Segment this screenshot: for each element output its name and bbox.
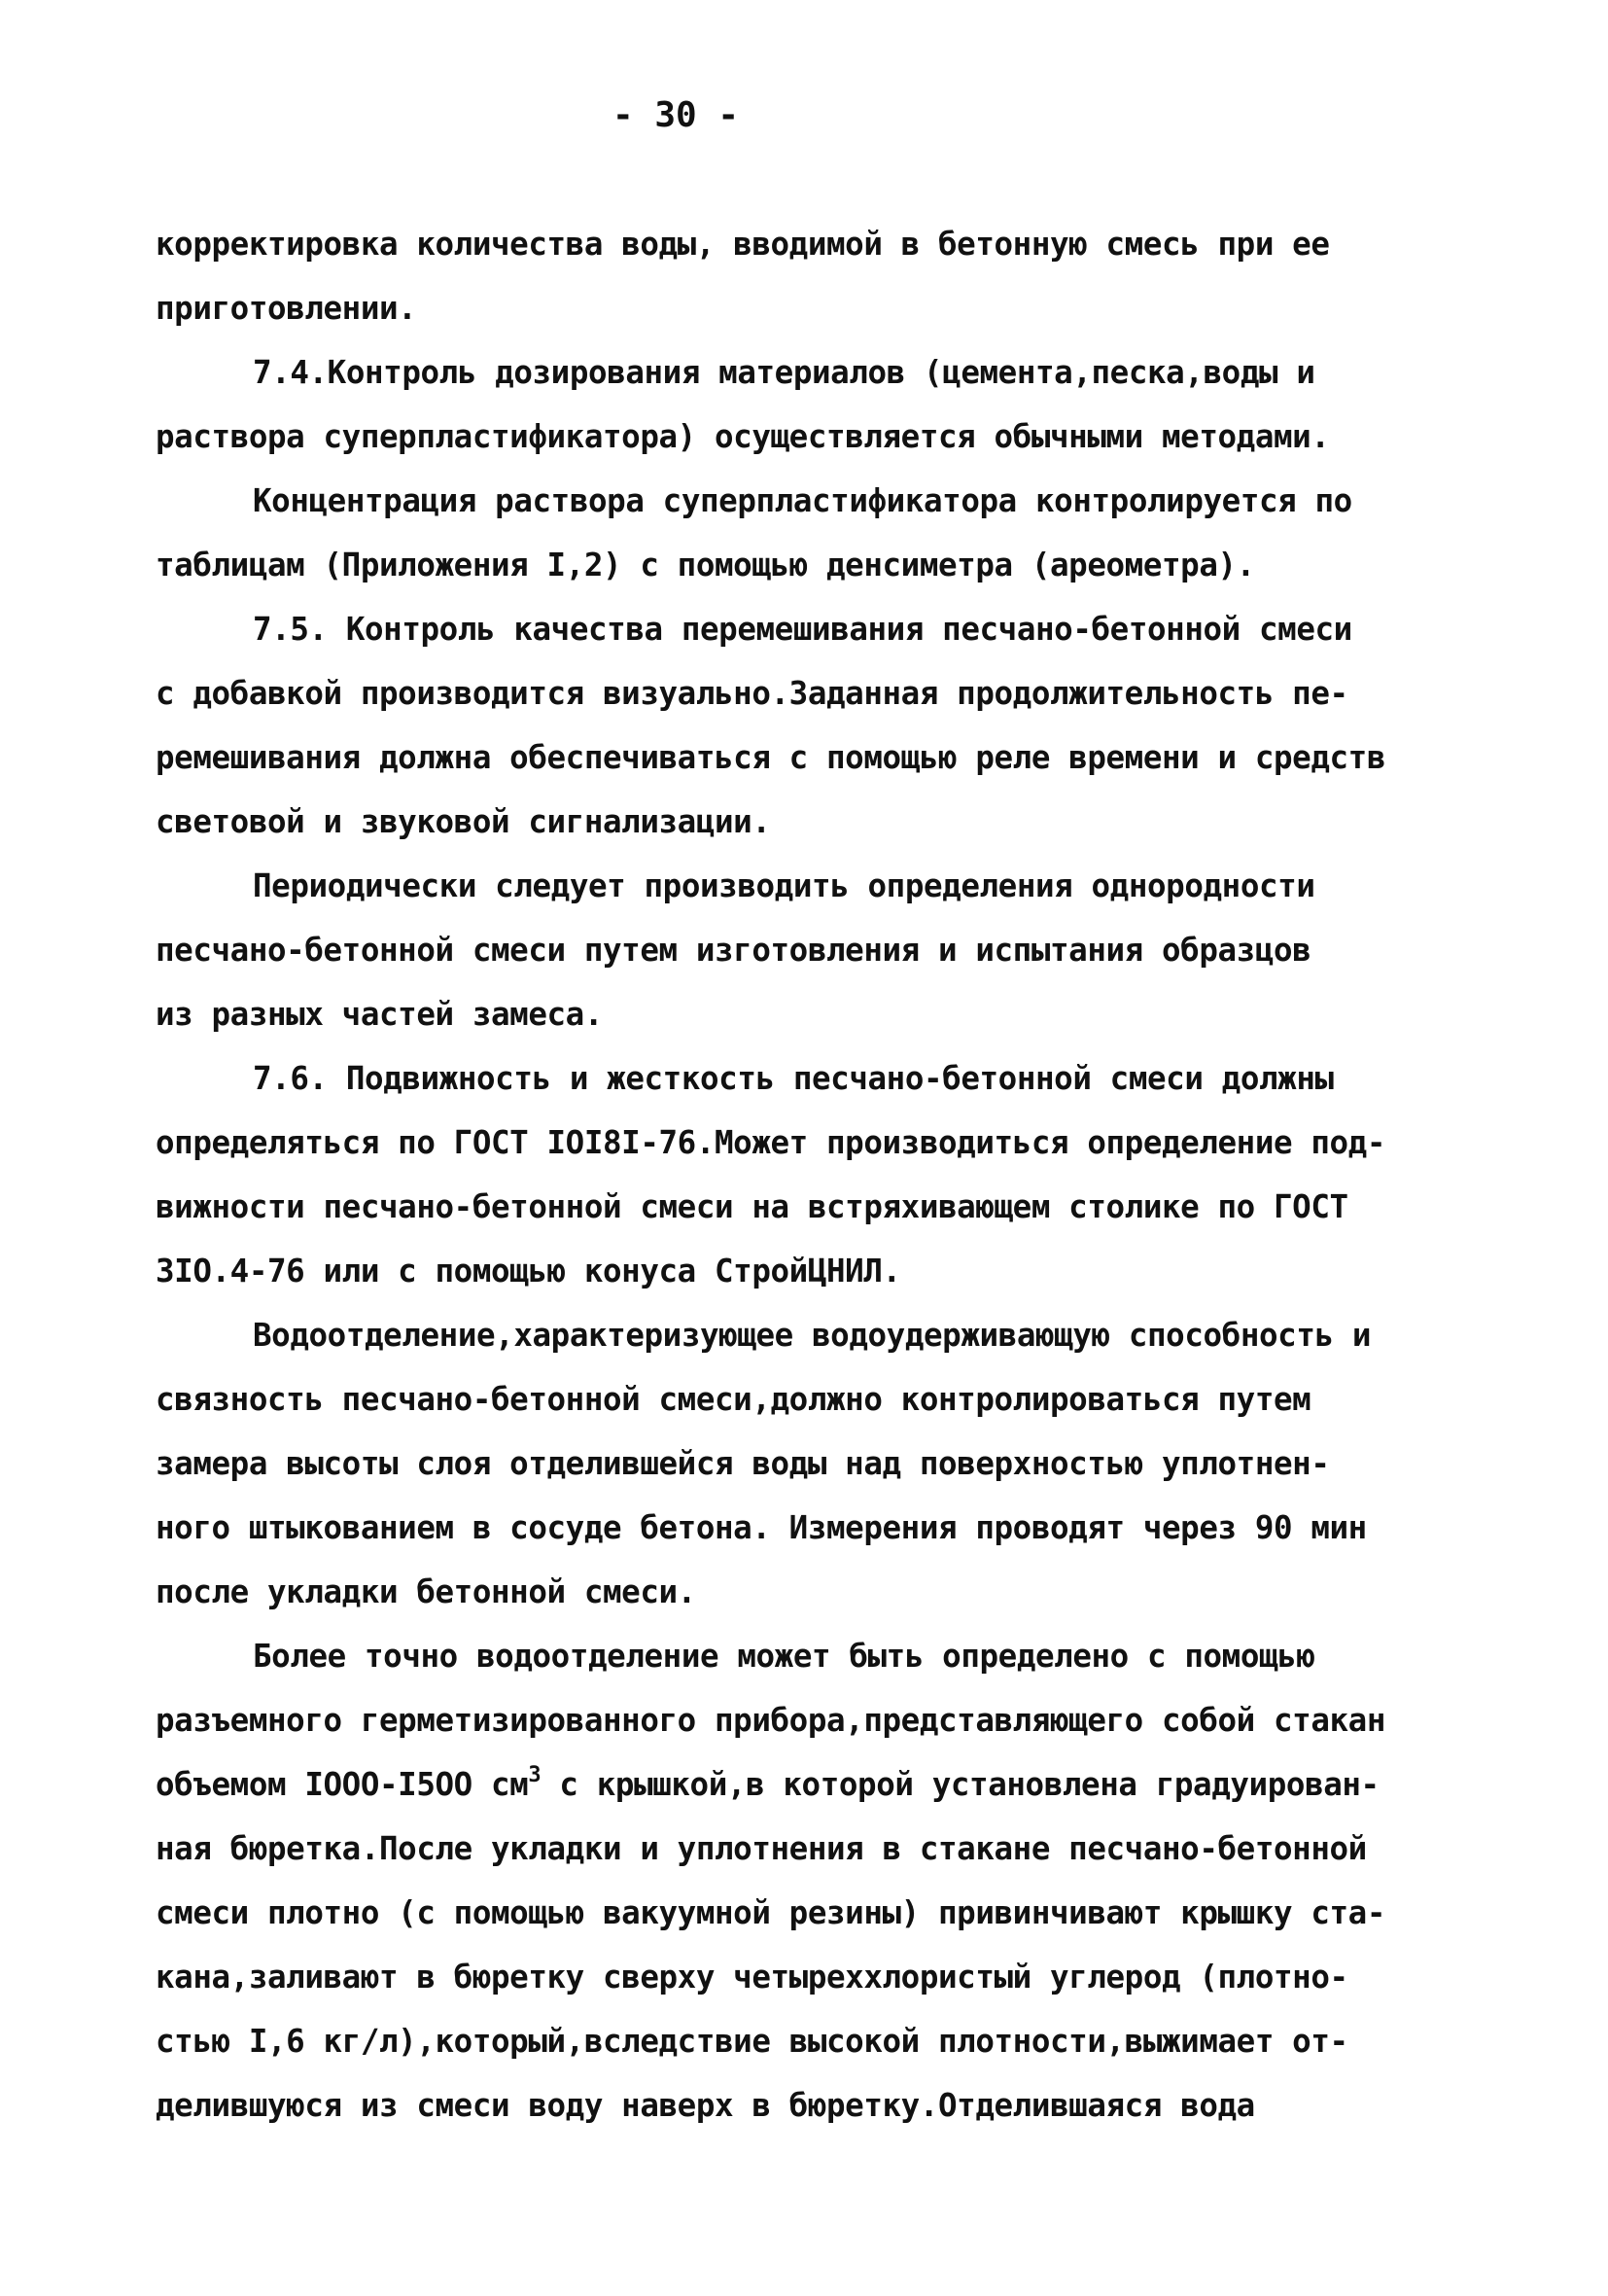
text-line: кана,заливают в бюретку сверху четыреххлористый углерод (плотно- [156,1959,1348,1996]
text-line: вижности песчано-бетонной смеси на встряхивающем столике по ГОСТ [156,1188,1348,1225]
paragraph-7-5: 7.5. Контроль качества перемешивания песчано-бетонной смеси [253,611,1352,648]
text-line: с добавкой производится визуально.Заданная продолжительность пе- [156,675,1348,712]
document-body [156,212,1478,2137]
text-line: смеси плотно (с помощью вакуумной резины) привинчивают крышку ста- [156,1894,1385,1931]
text-line: из разных частей замеса. [156,996,603,1033]
text-line: ремешивания должна обеспечиваться с помощью реле времени и средств [156,739,1385,776]
text-line: 3IО.4-76 или с помощью конуса СтройЦНИЛ. [156,1253,901,1289]
text-line: ная бюретка.После укладки и уплотнения в стакане песчано-бетонной [156,1830,1367,1867]
superscript-three: 3 [528,1763,542,1787]
paragraph-7-6: 7.6. Подвижность и жесткость песчано-бетонной смеси должны [253,1060,1334,1097]
text-line: ного штыкованием в сосуде бетона. Измерения проводят через 90 мин [156,1509,1367,1546]
text-line: раствора суперпластификатора) осуществляется обычными методами. [156,418,1330,455]
volume-text: объемом IООО-I5ОО см [156,1766,529,1803]
text-line: Периодически следует производить определения однородности [253,867,1315,904]
text-line: замера высоты слоя отделившейся воды над поверхностью уплотнен- [156,1445,1330,1482]
text-line: разъемного герметизированного прибора,представляющего собой стакан [156,1702,1385,1739]
text-line: определяться по ГОСТ IОI8I-76.Может производиться определение под- [156,1124,1385,1161]
text-line: стью I,6 кг/л),который,вследствие высокой плотности,выжимает от- [156,2023,1348,2060]
text-line: приготовлении. [156,290,417,327]
page-number: - 30 - [612,95,740,135]
text-line-with-superscript [156,1752,1478,1817]
text-line: песчано-бетонной смеси путем изготовления и испытания образцов [156,932,1311,969]
text-line: таблицам (Приложения I,2) с помощью денсиметра (ареометра). [156,547,1255,583]
text-line: Водоотделение,характеризующее водоудерживающую способность и [253,1317,1371,1354]
text-line: после укладки бетонной смеси. [156,1573,696,1610]
volume-text-continued: с крышкой,в которой установлена градуирован- [559,1766,1380,1803]
text-line: Более точно водоотделение может быть определено с помощью [253,1638,1315,1675]
text-line: Концентрация раствора суперпластификатора контролируется по [253,482,1352,519]
text-line: световой и звуковой сигнализации. [156,803,771,840]
text-line: делившуюся из смеси воду наверх в бюретку.Отделившаяся вода [156,2087,1255,2124]
text-line: связность песчано-бетонной смеси,должно контролироваться путем [156,1381,1311,1418]
paragraph-7-4: 7.4.Контроль дозирования материалов (цемента,песка,воды и [253,354,1315,391]
text-line: корректировка количества воды, вводимой в бетонную смесь при ее [156,226,1330,263]
